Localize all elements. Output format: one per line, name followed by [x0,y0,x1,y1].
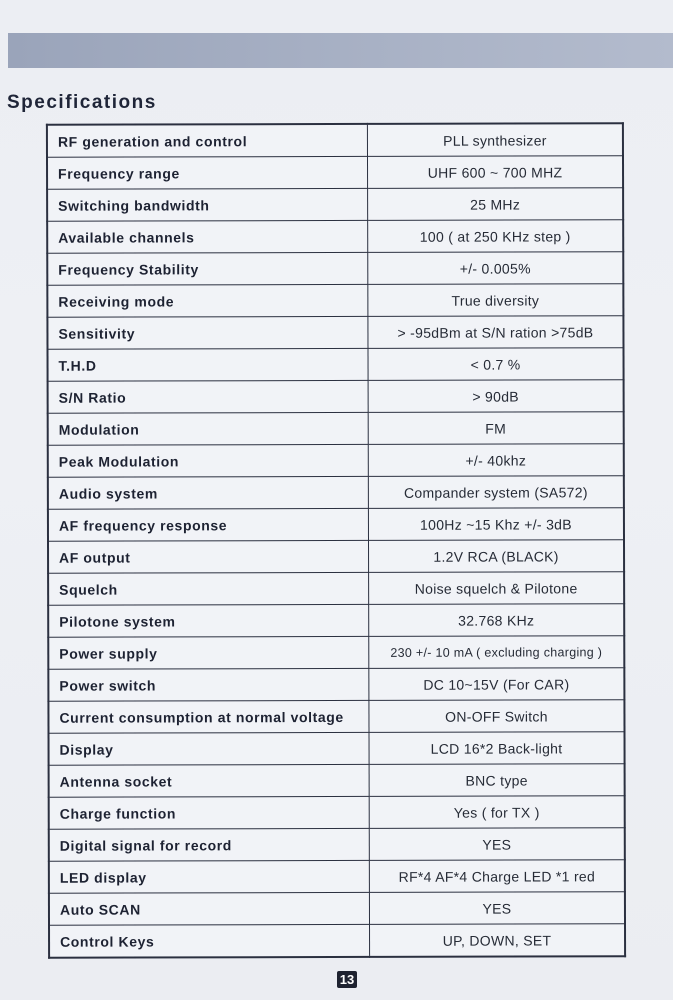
spec-label: Current consumption at normal voltage [48,700,369,733]
table-row [48,380,624,414]
table-row [49,860,625,894]
spec-label: Audio system [48,476,369,509]
table-row [48,604,624,638]
spec-value: UP, DOWN, SET [370,924,626,957]
spec-label: AF frequency response [48,508,369,541]
table-row [49,828,625,862]
spec-label: Switching bandwidth [47,188,368,221]
spec-value: 1.2V RCA (BLACK) [368,540,624,573]
table-row [48,700,624,734]
specifications-table [46,122,626,959]
table-row [48,476,624,510]
table-row [49,732,625,766]
table-row [47,123,623,157]
spec-value: RF*4 AF*4 Charge LED *1 red [369,860,625,893]
table-row [47,220,623,254]
table-row [48,444,624,478]
spec-label: LED display [49,860,370,893]
spec-label: AF output [48,540,369,573]
spec-label: Modulation [48,412,369,445]
table-row [48,572,624,606]
spec-label: Available channels [47,220,368,253]
table-row [47,348,623,382]
header-band [8,33,673,68]
spec-value: +/- 40khz [368,444,624,477]
spec-value: 100 ( at 250 KHz step ) [368,220,624,253]
table-row [49,924,625,958]
table-row [49,764,625,798]
table-row [48,508,624,542]
spec-label: Display [49,732,370,765]
spec-value: YES [369,892,625,925]
spec-value: +/- 0.005% [368,252,624,285]
spec-value: LCD 16*2 Back-light [369,732,625,765]
table-row [48,668,624,702]
spec-label: Receiving mode [47,284,368,317]
spec-label: Squelch [48,572,369,605]
spec-label: Peak Modulation [48,444,369,477]
spec-value: DC 10~15V (For CAR) [369,668,625,701]
table-row [47,284,623,318]
spec-value: PLL synthesizer [367,123,623,156]
spec-value: 25 MHz [368,188,624,221]
table-row [49,892,625,926]
spec-value: YES [369,828,625,861]
spec-label: Digital signal for record [49,828,370,861]
spec-value: UHF 600 ~ 700 MHZ [367,156,623,189]
spec-value: True diversity [368,284,624,317]
spec-value: BNC type [369,764,625,797]
spec-value: Yes ( for TX ) [369,796,625,829]
spec-label: Control Keys [49,924,370,957]
table-row [47,316,623,350]
spec-label: RF generation and control [47,124,368,157]
table-row [48,636,624,670]
table-row [47,252,623,286]
spec-label: Frequency Stability [47,252,368,285]
table-row [48,412,624,446]
spec-value: 230 +/- 10 mA ( excluding charging ) [369,636,625,669]
spec-value: FM [368,412,624,445]
spec-value: ON-OFF Switch [369,700,625,733]
page-number: 13 [337,971,357,988]
table-row [49,796,625,830]
spec-label: Charge function [49,796,370,829]
table-row [48,540,624,574]
table-row [47,188,623,222]
spec-value: < 0.7 % [368,348,624,381]
spec-value: Compander system (SA572) [368,476,624,509]
spec-label: Power switch [48,668,369,701]
spec-label: T.H.D [47,348,368,381]
spec-value: Noise squelch & Pilotone [369,572,625,605]
spec-value: > 90dB [368,380,624,413]
table-row [47,156,623,190]
spec-label: Antenna socket [49,764,370,797]
spec-label: Frequency range [47,156,368,189]
page-title: Specifications [7,92,157,113]
spec-label: Sensitivity [47,316,368,349]
spec-label: Power supply [48,636,369,669]
spec-label: Pilotone system [48,604,369,637]
spec-value: 100Hz ~15 Khz +/- 3dB [368,508,624,541]
spec-value: 32.768 KHz [369,604,625,637]
spec-label: S/N Ratio [48,380,369,413]
spec-label: Auto SCAN [49,892,370,925]
spec-value: > -95dBm at S/N ration >75dB [368,316,624,349]
